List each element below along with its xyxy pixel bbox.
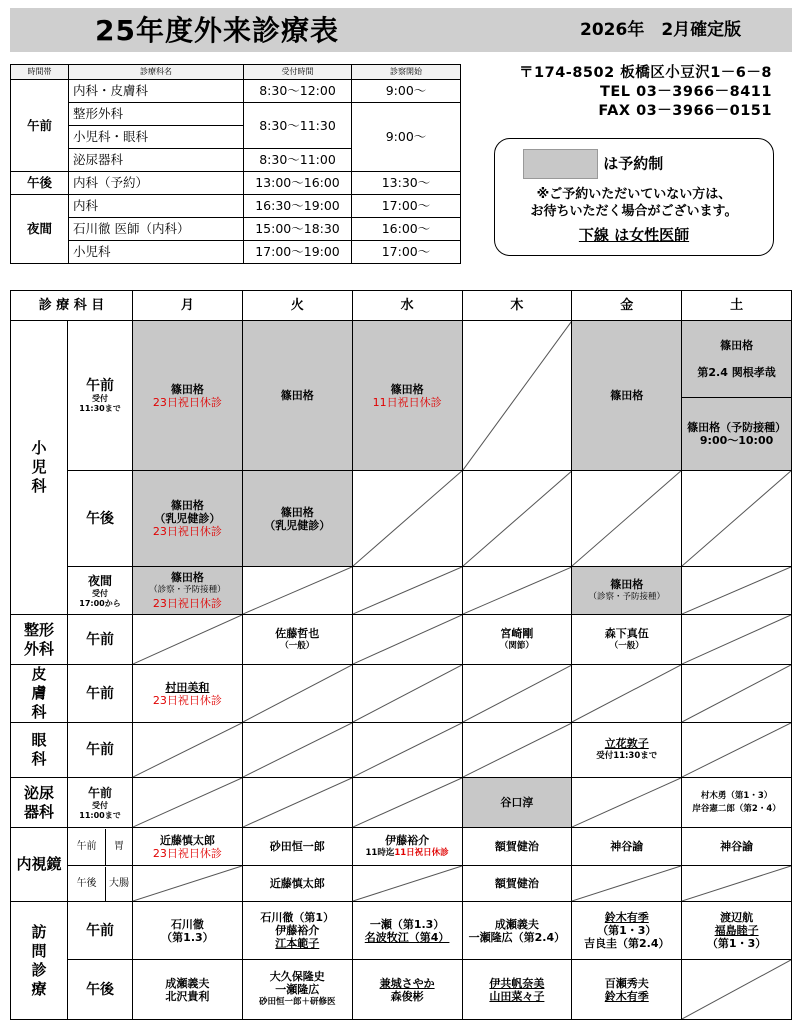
ortho-thu — [462, 615, 572, 665]
doctor-name: 村田美和 — [165, 680, 210, 694]
dept-orthopedics: 整形 外科 — [11, 615, 68, 665]
time-note: 9:00～10:00 — [699, 433, 774, 447]
doctor-name: 一瀬隆広（第2.4） — [468, 930, 566, 944]
session-label: 午前 — [86, 685, 114, 702]
service-note: （診察・予防接種） — [149, 585, 226, 595]
page-title: 25年度外来診療表 — [95, 14, 339, 47]
closed-slash-icon — [682, 960, 791, 1019]
service-note: （診察・予防接種） — [588, 591, 665, 602]
visit-pm-wed — [352, 960, 462, 1020]
th-start: 診察開始 — [352, 65, 461, 80]
doctor-name: 篠田格 — [170, 499, 204, 512]
visit-pm-thu — [462, 960, 572, 1020]
doctor-name: 鈴木有季 — [604, 911, 649, 924]
holiday-note: 23日祝日休診 — [152, 597, 222, 610]
eye-sat-closed — [682, 723, 792, 778]
ortho-sat-closed — [682, 615, 792, 665]
dept-ophthalmology: 眼 科 — [11, 723, 68, 778]
time-limit: 11時迄 — [365, 847, 395, 858]
doctor-name: 佐藤哲也 — [275, 626, 320, 640]
derm-mon — [133, 665, 243, 723]
closed-slash-icon — [572, 665, 681, 722]
dept-header: 診 療 科 目 — [11, 291, 133, 321]
endo-am-sat — [682, 828, 792, 866]
dept-name: 小児科 — [69, 241, 244, 264]
ped-am-mon — [133, 321, 243, 471]
service-note: （一般） — [609, 640, 644, 651]
dept-name: 石川徹 医師（内科） — [69, 218, 244, 241]
closed-slash-icon — [353, 723, 462, 777]
endo-pm-label — [68, 866, 133, 902]
day-header: 火 — [242, 291, 352, 321]
day-header: 水 — [352, 291, 462, 321]
dept-name: 整形外科 — [69, 103, 244, 126]
doctor-name: 岸谷憲二郎（第2・4） — [692, 803, 781, 814]
closed-slash-icon — [463, 321, 572, 470]
closed-slash-icon — [353, 778, 462, 827]
visit-am-tue — [242, 902, 352, 960]
uro-thu — [462, 778, 572, 828]
doctor-name: 北沢貴利 — [165, 989, 210, 1003]
postal-address: 〒174-8502 板橋区小豆沢1－6－8 — [519, 65, 772, 81]
dept-endoscopy: 内視鏡 — [11, 828, 68, 902]
start-time: 9:00～ — [352, 103, 461, 172]
closed-slash-icon — [463, 723, 572, 777]
reception-time: 8:30～12:00 — [244, 80, 352, 103]
start-time: 9:00～ — [352, 80, 461, 103]
visit-pm-fri — [572, 960, 682, 1020]
visit-am-thu — [462, 902, 572, 960]
uro-tue-closed — [242, 778, 352, 828]
uro-wed-closed — [352, 778, 462, 828]
visit-am-sat — [682, 902, 792, 960]
closed-slash-icon — [133, 615, 242, 664]
doctor-name: 篠田格 — [280, 505, 314, 519]
session-label: 夜間 — [88, 573, 113, 588]
sat-upper — [682, 322, 791, 398]
session-label: 午前 — [86, 922, 114, 939]
ped-night-tue-closed — [242, 567, 352, 615]
closed-slash-icon — [572, 778, 681, 827]
doctor-name: 兼城さやか — [379, 976, 435, 990]
session-am — [68, 615, 133, 665]
doctor-name: 鈴木有季 — [604, 989, 649, 1003]
doctor-name: 砂田恒一郎＋研修医 — [259, 997, 336, 1007]
th-timeslot: 時間帯 — [11, 65, 69, 80]
closed-slash-icon — [353, 615, 462, 664]
ped-night-fri — [572, 567, 682, 615]
eye-wed-closed — [352, 723, 462, 778]
ortho-fri — [572, 615, 682, 665]
holiday-note: 23日祝日休診 — [152, 525, 222, 538]
ped-am-wed — [352, 321, 462, 471]
dept-name: 小児科・眼科 — [69, 126, 244, 149]
doctor-name: 篠田格 — [170, 571, 204, 584]
session-note: 受付 11:30まで — [79, 393, 121, 413]
session-note: 受付 17:00から — [79, 588, 121, 608]
closed-slash-icon — [353, 471, 462, 566]
closed-slash-icon — [133, 778, 242, 827]
reception-time: 17:00～19:00 — [244, 241, 352, 264]
ped-am-tue — [242, 321, 352, 471]
closed-slash-icon — [133, 866, 242, 901]
doctor-name: 石川徹 （第1.3） — [161, 917, 214, 944]
eye-thu-closed — [462, 723, 572, 778]
closed-slash-icon — [133, 723, 242, 777]
tel-number: TEL 03－3966－8411 — [600, 84, 772, 100]
doctor-name: （第1・3） — [597, 924, 657, 937]
doctor-name: 一瀬（第1.3） — [369, 917, 445, 931]
derm-thu-closed — [462, 665, 572, 723]
derm-wed-closed — [352, 665, 462, 723]
closed-slash-icon — [353, 567, 462, 614]
derm-tue-closed — [242, 665, 352, 723]
derm-fri-closed — [572, 665, 682, 723]
session-am — [68, 321, 133, 471]
endo-pm-sat-closed — [682, 866, 792, 902]
doctor-name: 近藤慎太郎 — [269, 877, 325, 890]
doctor-name: 篠田格 — [610, 577, 644, 591]
endo-pm-thu — [462, 866, 572, 902]
closed-slash-icon — [243, 567, 352, 614]
ped-night-sat-closed — [682, 567, 792, 615]
holiday-note: 23日祝日休診 — [152, 395, 222, 409]
doctor-name: （第1・3） — [706, 937, 767, 950]
derm-sat-closed — [682, 665, 792, 723]
reception-timetable — [10, 64, 461, 264]
doctor-name: 篠田格 — [720, 339, 754, 352]
endo-am-label — [68, 828, 133, 866]
doctor-name: 篠田格 — [170, 382, 204, 396]
session-label: 午後 — [86, 510, 114, 527]
pm-label: 午後 — [11, 172, 69, 195]
closed-slash-icon — [243, 723, 352, 777]
ped-pm-tue — [242, 471, 352, 567]
doctor-name: 江本範子 — [275, 937, 320, 950]
doctor-name: 神谷諭 — [720, 840, 754, 853]
endo-am-thu — [462, 828, 572, 866]
service-note: （乳児健診） — [154, 512, 221, 525]
endo-am-wed — [352, 828, 462, 866]
closed-slash-icon — [682, 567, 791, 614]
session-label: 午前 — [68, 829, 106, 865]
closed-slash-icon — [682, 866, 791, 901]
visit-am-fri — [572, 902, 682, 960]
edition-label: 2026年 2月確定版 — [580, 20, 742, 40]
session-label: 午前 — [86, 631, 114, 648]
session-label: 午後 — [86, 981, 114, 998]
closed-slash-icon — [682, 723, 791, 777]
doctor-name: 石川徹（第1） — [260, 911, 335, 924]
doctor-name: 伊共帆奈美 — [489, 976, 545, 990]
session-pm — [68, 471, 133, 567]
doctor-name: 額賀健治 — [494, 840, 539, 853]
ped-night-wed-closed — [352, 567, 462, 615]
dept-dermatology: 皮 膚 科 — [11, 665, 68, 723]
th-department: 診療科名 — [69, 65, 244, 80]
time-note — [353, 847, 462, 860]
doctor-name: 額賀健治 — [494, 877, 539, 890]
reception-time: 8:30～11:30 — [244, 103, 352, 149]
session-am — [68, 665, 133, 723]
legend-note — [495, 186, 773, 220]
start-time: 17:00～ — [352, 241, 461, 264]
day-header: 月 — [133, 291, 243, 321]
session-night — [68, 567, 133, 615]
doctor-name: 一瀬隆広 — [275, 983, 320, 996]
closed-slash-icon — [682, 665, 791, 722]
closed-slash-icon — [243, 778, 352, 827]
ortho-mon-closed — [133, 615, 243, 665]
closed-slash-icon — [682, 615, 791, 664]
closed-slash-icon — [353, 866, 462, 901]
th-reception: 受付時間 — [244, 65, 352, 80]
doctor-name: 成瀬義夫 — [165, 976, 210, 990]
endo-pm-mon-closed — [133, 866, 243, 902]
session-am — [68, 902, 133, 960]
doctor-name: 村木勇（第1・3） — [700, 790, 773, 801]
closed-slash-icon — [243, 665, 352, 722]
closed-slash-icon — [463, 567, 572, 614]
ortho-tue — [242, 615, 352, 665]
doctor-name: 谷口淳 — [500, 796, 534, 809]
doctor-name: 近藤慎太郎 — [159, 833, 215, 847]
uro-fri-closed — [572, 778, 682, 828]
endo-pm-wed-closed — [352, 866, 462, 902]
ped-pm-mon — [133, 471, 243, 567]
endo-am-tue — [242, 828, 352, 866]
sat-lower — [682, 398, 791, 470]
start-time: 16:00～ — [352, 218, 461, 241]
eye-mon-closed — [133, 723, 243, 778]
doctor-name: 立花敦子 — [604, 737, 649, 750]
doctor-name: 山田菜々子 — [489, 989, 545, 1003]
dept-name: 内科 — [69, 195, 244, 218]
legend-female-doctor: 下線 は女性医師 — [578, 226, 690, 244]
dept-name: 内科・皮膚科 — [69, 80, 244, 103]
doctor-name: 篠田格 — [390, 382, 424, 396]
am-label: 午前 — [11, 80, 69, 172]
visit-pm-mon — [133, 960, 243, 1020]
ped-night-mon — [133, 567, 243, 615]
reception-time: 16:30～19:00 — [244, 195, 352, 218]
ped-pm-thu-closed — [462, 471, 572, 567]
organ-label: 大腸 — [109, 878, 129, 889]
day-header: 木 — [462, 291, 572, 321]
ped-am-fri — [572, 321, 682, 471]
uro-sat — [682, 778, 792, 828]
doctor-name: 篠田格（予防接種） — [687, 420, 787, 434]
legend-box — [494, 138, 774, 256]
closed-slash-icon — [463, 665, 572, 722]
doctor-name: 成瀬義夫 — [494, 917, 539, 931]
dept-name: 内科（予約） — [69, 172, 244, 195]
session-label: 午前 — [86, 377, 114, 394]
doctor-name: 砂田恒一郎 — [269, 840, 325, 853]
ped-pm-wed-closed — [352, 471, 462, 567]
gray-swatch — [523, 149, 598, 179]
service-note: （関節） — [499, 640, 534, 651]
session-label: 午前 — [88, 785, 113, 800]
session-label: 午前 — [86, 742, 114, 758]
closed-slash-icon — [572, 866, 681, 901]
doctor-name: 福島睦子 — [714, 924, 759, 937]
ortho-wed-closed — [352, 615, 462, 665]
eye-fri — [572, 723, 682, 778]
ped-pm-fri-closed — [572, 471, 682, 567]
endo-pm-fri-closed — [572, 866, 682, 902]
legend-reserve-text: は予約制 — [603, 154, 664, 173]
dept-urology: 泌尿 器科 — [11, 778, 68, 828]
visit-pm-sat-closed — [682, 960, 792, 1020]
holiday-note: 23日祝日休診 — [152, 693, 222, 707]
doctor-name: 伊藤裕介 — [275, 924, 320, 937]
holiday-note: 11日祝日休診 — [372, 395, 442, 409]
visit-am-wed — [352, 902, 462, 960]
doctor-name: 篠田格 — [280, 389, 314, 402]
dept-pediatrics: 小 児 科 — [11, 321, 68, 615]
legend-reserve-row — [523, 149, 663, 179]
service-note: （一般） — [280, 640, 315, 651]
reception-time: 13:00～16:00 — [244, 172, 352, 195]
holiday-note: 11日祝日休診 — [394, 847, 449, 858]
doctor-name: 森俊彬 — [390, 989, 424, 1003]
holiday-note: 23日祝日休診 — [152, 846, 222, 860]
reception-time: 8:30～11:00 — [244, 149, 352, 172]
doctor-name: 渡辺航 — [720, 911, 754, 924]
closed-slash-icon — [463, 471, 572, 566]
organ-label: 胃 — [114, 841, 124, 852]
legend-note-line1: ※ご予約いただいていない方は、 — [536, 187, 732, 202]
day-header: 金 — [572, 291, 682, 321]
doctor-name: 伊藤裕介 — [385, 833, 430, 847]
day-header: 土 — [682, 291, 792, 321]
doctor-name: 第2.4 関根孝哉 — [697, 366, 776, 379]
reception-note: 受付11:30まで — [596, 751, 658, 761]
session-pm — [68, 960, 133, 1020]
closed-slash-icon — [353, 665, 462, 722]
doctor-name: 篠田格 — [610, 389, 644, 402]
doctor-name: 吉良圭（第2.4） — [583, 937, 670, 950]
address-block — [516, 64, 772, 121]
endo-am-fri — [572, 828, 682, 866]
ped-night-thu-closed — [462, 567, 572, 615]
visit-am-mon — [133, 902, 243, 960]
visit-pm-tue — [242, 960, 352, 1020]
doctor-name: 森下真伍 — [604, 626, 649, 640]
doctor-name: 名波牧江（第4） — [364, 930, 450, 944]
dept-name: 泌尿器科 — [69, 149, 244, 172]
doctor-name: 大久保隆史 — [269, 970, 325, 983]
legend-note-line2: お待ちいただく場合がございます。 — [530, 204, 738, 219]
session-am — [68, 723, 133, 778]
night-label: 夜間 — [11, 195, 69, 264]
ped-am-thu-closed — [462, 321, 572, 471]
doctor-name: 神谷諭 — [610, 840, 644, 853]
doctor-name: 宮崎剛 — [500, 626, 534, 640]
session-note: 受付 11:00まで — [79, 800, 121, 820]
ped-am-sat — [682, 321, 792, 471]
reception-time: 15:00～18:30 — [244, 218, 352, 241]
closed-slash-icon — [572, 471, 681, 566]
ped-pm-sat-closed — [682, 471, 792, 567]
endo-pm-tue — [242, 866, 352, 902]
closed-slash-icon — [682, 471, 791, 566]
weekly-schedule — [10, 290, 792, 1020]
eye-tue-closed — [242, 723, 352, 778]
doctor-name: 百瀬秀夫 — [604, 976, 649, 990]
start-time: 13:30～ — [352, 172, 461, 195]
service-note: （乳児健診） — [264, 518, 331, 532]
dept-home-visit: 訪 問 診 療 — [11, 902, 68, 1020]
fax-number: FAX 03－3966－0151 — [598, 103, 772, 119]
session-label: 午後 — [68, 867, 106, 901]
uro-mon-closed — [133, 778, 243, 828]
endo-am-mon — [133, 828, 243, 866]
session-am — [68, 778, 133, 828]
start-time: 17:00～ — [352, 195, 461, 218]
